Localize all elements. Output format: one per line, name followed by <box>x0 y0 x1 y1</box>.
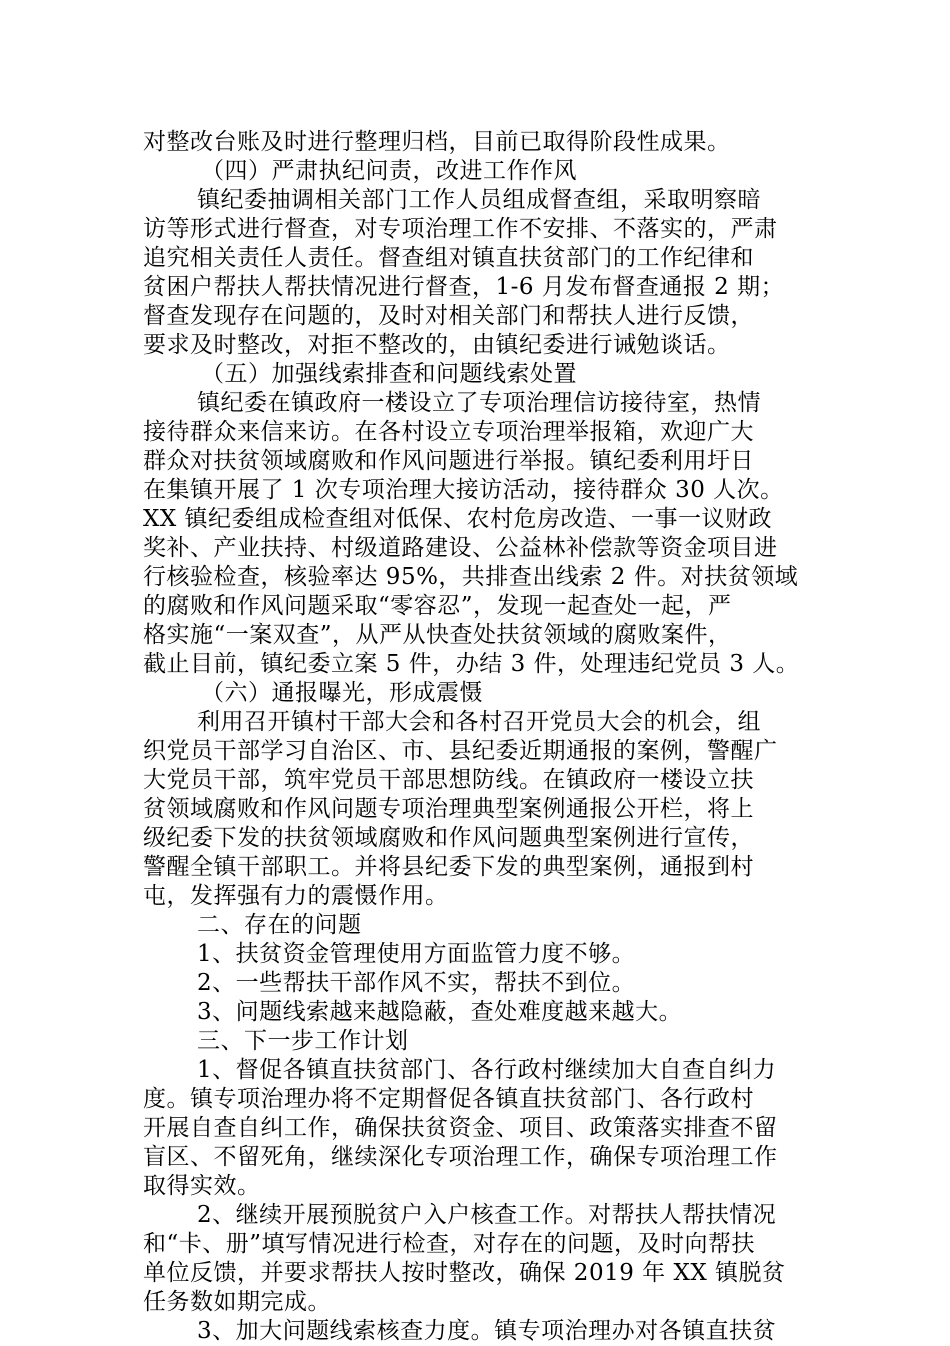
text-line: 镇纪委抽调相关部门工作人员组成督查组，采取明察暗 <box>197 187 761 213</box>
text-line: 1、扶贫资金管理使用方面监管力度不够。 <box>197 941 636 967</box>
document-page <box>143 128 808 1346</box>
text-line: 的腐败和作风问题采取“零容忍”，发现一起查处一起，严 <box>143 593 732 619</box>
text-line: 大党员干部，筑牢党员干部思想防线。在镇政府一楼设立扶 <box>143 767 754 793</box>
text-line: 3、问题线索越来越隐蔽，查处难度越来越大。 <box>197 999 683 1025</box>
text-line: 三、下一步工作计划 <box>197 1028 409 1054</box>
text-line: 格实施“一案双查”，从严从快查处扶贫领域的腐败案件， <box>143 622 732 648</box>
text-line: 贫领域腐败和作风问题专项治理典型案例通报公开栏，将上 <box>143 796 754 822</box>
text-line: 任务数如期完成。 <box>143 1289 331 1315</box>
text-line: 贫困户帮扶人帮扶情况进行督查，1-6 月发布督查通报 2 期； <box>143 274 785 300</box>
text-line: 开展自查自纠工作，确保扶贫资金、项目、政策落实排查不留 <box>143 1115 778 1141</box>
text-line: 要求及时整改，对拒不整改的，由镇纪委进行诫勉谈话。 <box>143 332 731 358</box>
text-line: 警醒全镇干部职工。并将县纪委下发的典型案例，通报到村 <box>143 854 754 880</box>
text-line: 对整改台账及时进行整理归档，目前已取得阶段性成果。 <box>143 129 731 155</box>
text-line: 单位反馈，并要求帮扶人按时整改，确保 2019 年 XX 镇脱贫 <box>143 1260 786 1286</box>
text-line: 访等形式进行督查，对专项治理工作不安排、不落实的，严肃 <box>143 216 778 242</box>
text-line: 2、继续开展预脱贫户入户核查工作。对帮扶人帮扶情况 <box>197 1202 777 1228</box>
text-line: 督查发现存在问题的，及时对相关部门和帮扶人进行反馈， <box>143 303 754 329</box>
text-line: 级纪委下发的扶贫领域腐败和作风问题典型案例进行宣传， <box>143 825 754 851</box>
text-line: 二、存在的问题 <box>197 912 362 938</box>
text-line: 1、督促各镇直扶贫部门、各行政村继续加大自查自纠力 <box>197 1057 777 1083</box>
text-line: 截止目前，镇纪委立案 5 件，办结 3 件，处理违纪党员 3 人。 <box>143 651 800 677</box>
text-line: 群众对扶贫领域腐败和作风问题进行举报。镇纪委利用圩日 <box>143 448 754 474</box>
text-line: 度。镇专项治理办将不定期督促各镇直扶贫部门、各行政村 <box>143 1086 754 1112</box>
text-line: 取得实效。 <box>143 1173 261 1199</box>
text-line: 和“卡、册”填写情况进行检查，对存在的问题，及时向帮扶 <box>143 1231 756 1257</box>
text-line: 行核验检查，核验率达 95%，共排查出线索 2 件。对扶贫领域 <box>143 564 799 590</box>
text-line: 奖补、产业扶持、村级道路建设、公益林补偿款等资金项目进 <box>143 535 778 561</box>
section-heading: （六）通报曝光，形成震慑 <box>201 680 483 706</box>
section-heading: （五）加强线索排查和问题线索处置 <box>201 361 577 387</box>
text-line: 织党员干部学习自治区、市、县纪委近期通报的案例，警醒广 <box>143 738 778 764</box>
text-line: 利用召开镇村干部大会和各村召开党员大会的机会，组 <box>197 709 761 735</box>
text-line: 屯，发挥强有力的震慑作用。 <box>143 883 449 909</box>
text-line: XX 镇纪委组成检查组对低保、农村危房改造、一事一议财政 <box>143 506 773 532</box>
text-line: 在集镇开展了 1 次专项治理大接访活动，接待群众 30 人次。 <box>143 477 784 503</box>
text-line: 接待群众来信来访。在各村设立专项治理举报箱，欢迎广大 <box>143 419 754 445</box>
section-heading: （四）严肃执纪问责，改进工作作风 <box>201 158 577 184</box>
text-line: 镇纪委在镇政府一楼设立了专项治理信访接待室，热情 <box>197 390 761 416</box>
text-line: 3、加大问题线索核查力度。镇专项治理办对各镇直扶贫 <box>197 1318 777 1344</box>
text-line: 2、一些帮扶干部作风不实，帮扶不到位。 <box>197 970 636 996</box>
text-line: 追究相关责任人责任。督查组对镇直扶贫部门的工作纪律和 <box>143 245 754 271</box>
text-line: 盲区、不留死角，继续深化专项治理工作，确保专项治理工作 <box>143 1144 778 1170</box>
